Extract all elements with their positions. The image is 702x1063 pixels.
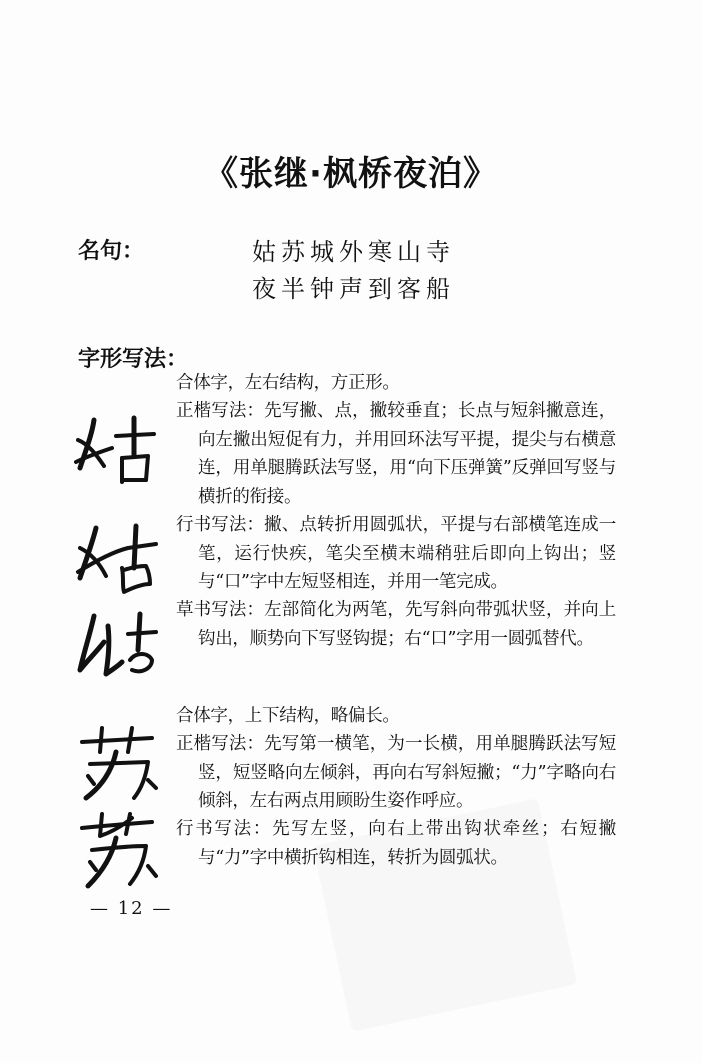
gu-xingshu-calligraphy (72, 518, 172, 602)
gu-kaishu-calligraphy (72, 410, 172, 494)
poem-title: 《张继·枫桥夜泊》 (204, 154, 498, 194)
gu-caoshu: 草书写法：左部简化为两笔，先写斜向带弧状竖，并向上钩出，顺势向下写竖钩提；右“口”字用一圆弧替代。 (176, 600, 616, 649)
famous-lines-label: 名句： (78, 239, 145, 264)
su-xingshu: 行书写法：先写左竖，向右上带出钩状牵丝；右短撇与“力”字中横折钩相连，转折为圆弧状。 (176, 819, 616, 868)
page-number: — 12 — (90, 898, 173, 919)
su-structure: 合体字，上下结构，略偏长。 (176, 706, 400, 726)
su-kaishu: 正楷写法：先写第一横笔，为一长横，用单腿腾跃法写短竖，短竖略向左倾斜，再向右写斜短撇；“力”字略向右倾斜，左右两点用顾盼生姿作呼应。 (176, 734, 616, 811)
famous-line-2: 夜半钟声到客船 (252, 275, 455, 303)
writing-method-label: 字形写法： (78, 347, 189, 372)
gu-caoshu-calligraphy (72, 604, 172, 688)
gu-xingshu: 行书写法：撇、点转折用圆弧状，平提与右部横笔连成一笔，运行快疾，笔尖至横末端稍驻后即向上钩出；竖与“口”字中左短竖相连，并用一笔完成。 (176, 515, 616, 592)
gu-structure: 合体字，左右结构，方正形。 (176, 373, 400, 393)
gu-kaishu: 正楷写法：先写撇、点，撇较垂直；长点与短斜撇意连，向左撇出短促有力，并用回环法写平提，提尖与右横意连，用单腿腾跃法写竖，用“向下压弹簧”反弹回写竖与横折的衔接。 (176, 401, 616, 507)
famous-line-1: 姑苏城外寒山寺 (252, 238, 455, 266)
su-kaishu-calligraphy (72, 724, 172, 808)
su-xingshu-calligraphy (72, 810, 172, 894)
